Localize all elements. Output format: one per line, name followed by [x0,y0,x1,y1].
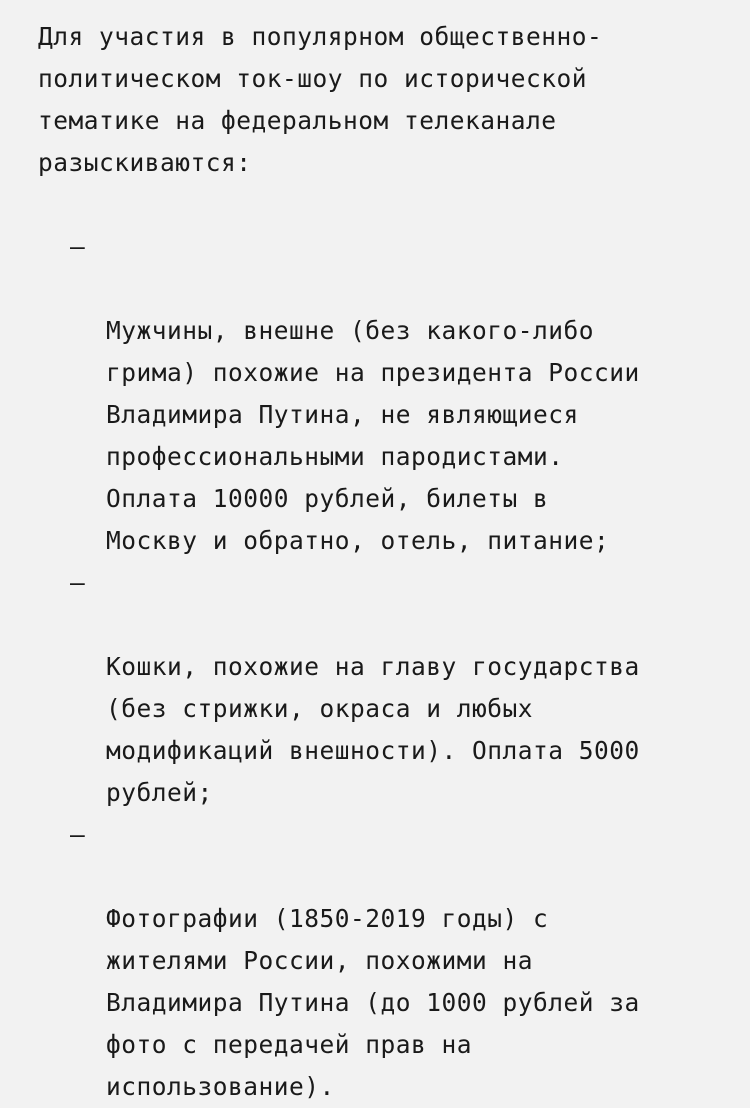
bullet-dash: – [70,232,86,261]
bullet-dash: – [70,820,86,849]
requirements-list [38,226,720,1108]
list-item [38,814,720,1108]
list-item-text: Фотографии (1850-2019 годы) с жителями России, похожими на Владимира Путина (до 1000 рублей за фото с передачей прав на использование). [106,904,640,1101]
list-item-text: Кошки, похожие на главу государства (без стрижки, окраса и любых модификаций внешности). Оплата 5000 рублей; [106,652,640,807]
list-item [38,562,720,814]
bullet-dash: – [70,568,86,597]
list-item [38,226,720,562]
list-item-text: Мужчины, внешне (без какого-либо грима) похожие на президента России Владимира Путина, не являющиеся профессиональными пародистами. Оплата 10000 рублей, билеты в Москву и обратно, отель, питание; [106,316,640,555]
intro-paragraph: Для участия в популярном общественно- политическом ток-шоу по исторической тематике на федеральном телеканале разыскиваются: [38,22,603,177]
